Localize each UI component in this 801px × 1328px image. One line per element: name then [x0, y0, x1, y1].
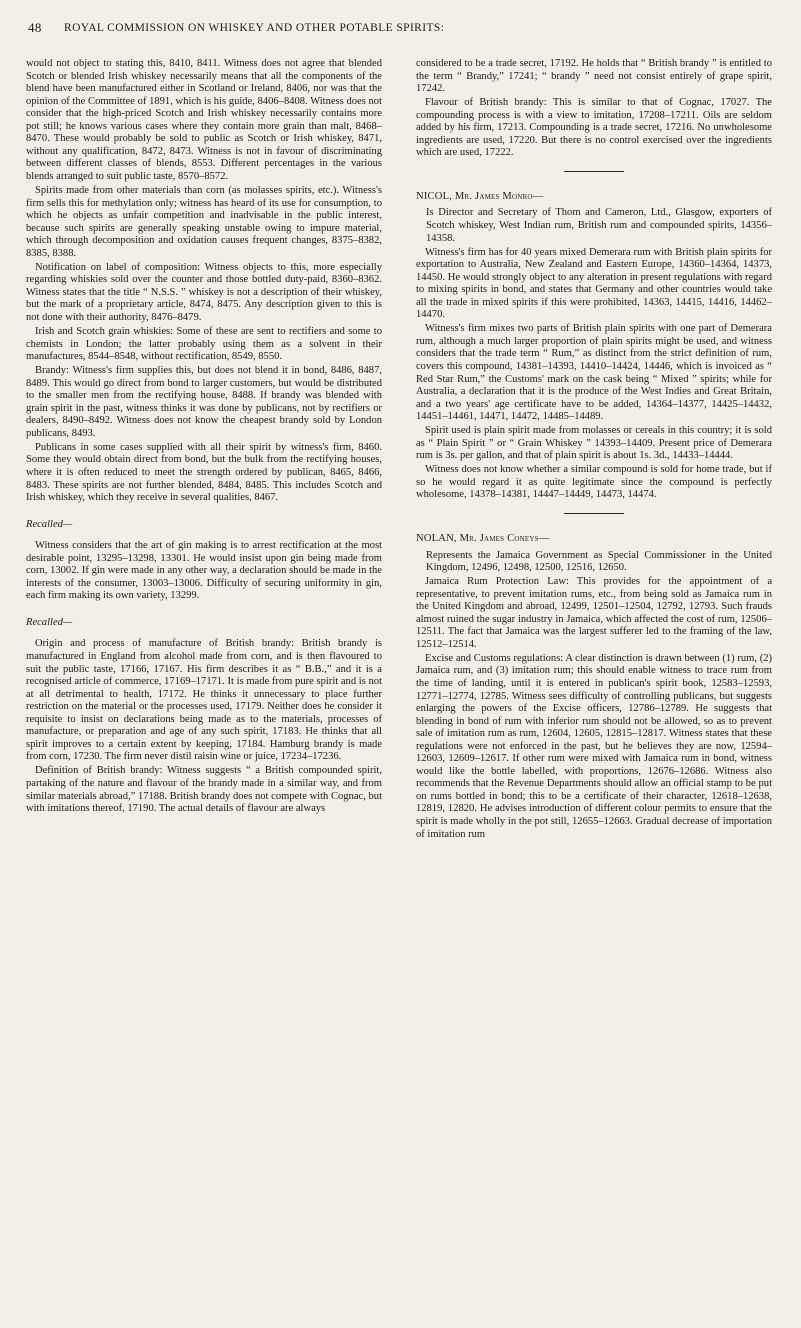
witness-heading-nolan	[416, 533, 772, 546]
witness-name: NOLAN, Mr. James Coneys—	[416, 533, 550, 544]
paragraph: Witness considers that the art of gin making is to arrest rectification at the most desirable point, 13295–13298, 13301. He would insist upon gin being made from corn, 13002. If gin were made in any other way, a declaration should be made in the interests of the consumer, 13003–13006. Difficulty of securing uniformity in gin, each firm making its own variety, 13299.	[26, 540, 382, 602]
section-label-recalled: Recalled—	[26, 518, 73, 530]
paragraph: Witness does not know whether a similar compound is sold for home trade, but if so he would regard it as quite legitimate since the compound is perfectly wholesome, 14378–14381, 14447–14449, 14473, 14474.	[416, 464, 772, 501]
paragraph: Spirits made from other materials than corn (as molasses spirits, etc.). Witness's firm sells this for methylation only; witness has heard of its use for consumption, to which he objects as unfair competition and inadvisable in the public interest, because such spirits are generally speaking unstable owing to impure material, which through decomposition and oxidation causes frequent changes, 8375–8382, 8385, 8388.	[26, 184, 382, 259]
witness-name: NICOL, Mr. James Monro—	[416, 190, 544, 202]
paragraph: Notification on label of composition: Witness objects to this, more especially regarding whiskies sold over the counter and those bottled duty-paid, 8360–8362. Witness states that the title “ N.S.S. ” whiskey is not a description of their whiskey, but the mark of a proprietary article, 8474, 8475. Any description given to this is not done with their authority, 8476–8479.	[26, 261, 382, 323]
left-column	[26, 58, 382, 817]
section-divider	[564, 513, 624, 514]
paragraph: Jamaica Rum Protection Law: This provides for the appointment of a representative, to prevent imitation rums, etc., from being sold as Jamaica rum in the United Kingdom and abroad, 12499, 12501–12504, 12792, 12793. Such frauds almost ruined the sugar industry in Jamaica, which affected the cost of rum, 12506–12511. The fact that Jamaica was the largest sufferer led to the framing of the law, 12512–12514.	[416, 576, 772, 650]
right-column	[416, 58, 772, 843]
paragraph: Witness's firm mixes two parts of British plain spirits with one part of Demerara rum, although a much larger proportion of plain spirits might be used, and witness considers that the trade term “ Rum,” as distinct from the strict definition of rum, covers this compound, 14381–14393, 14410–14424, 14446, which is invoiced as “ Red Star Rum,” the Customs' mark on the cask being “ Mixed ” spirits; while for Australia, a declaration that it is the produce of the West Indies and Great Britain, and a two years' age certificate have to be added, 14364–14377, 14425–14432, 14451–14461, 14471, 14472, 14485–14489.	[416, 323, 772, 423]
section-label-recalled: Recalled—	[26, 616, 73, 628]
paragraph: Brandy: Witness's firm supplies this, but does not blend it in bond, 8486, 8487, 8489. This would go direct from bond to larger customers, but would be distributed to the smaller men from the rectifying house, 8488. If brandy was blended with grain spirit in the past, witness thinks it was done by publicans, not by rectifiers or dealers, 8490–8492. Witness does not know the cheapest brandy sold by London publicans, 8493.	[26, 365, 382, 439]
paragraph: would not object to stating this, 8410, 8411. Witness does not agree that blended Scotch or blended Irish whiskey necessarily means that all the components of the blend have been manufactured either in Scotland or Ireland, 8406, nor was that the opinion of the Committee of 1891, which is his guide, 8406–8408. Witness does not consider that the high-priced Scotch and Irish whiskey necessarily contains more pot still; he knows various cases where they contain more grain than malt, 8468–8470. These would probably be sold to public as Scotch or Irish whiskey, 8471, without any qualification, 8472, 8473. Witness is not in favour of discriminating between different classes of blends, 8553. Different percentages in the various blends arranged to suit public taste, 8570–8572.	[26, 58, 382, 182]
paragraph: Represents the Jamaica Government as Special Commissioner in the United Kingdom, 12496, 12498, 12500, 12516, 12650.	[426, 549, 772, 574]
paragraph: Flavour of British brandy: This is similar to that of Cognac, 17027. The compounding process is with a view to imitation, 17208–17211. Oils are seldom added by his firm, 17213. Compounding is a trade secret, 17216. No unwholesome ingredients are used, 17220. But there is no control exercised over the ingredients which are used, 17222.	[416, 97, 772, 159]
paragraph: Definition of British brandy: Witness suggests “ a British compounded spirit, partaking of the nature and flavour of the brandy made in a similar way, and from similar materials abroad,” 17188. British brandy does not compete with Cognac, but with imitations thereof, 17190. The actual details of flavour are always	[26, 765, 382, 815]
paragraph: considered to be a trade secret, 17192. He holds that “ British brandy ” is entitled to the term “ Brandy,” 17241; “ brandy ” need not consist entirely of grape spirit, 17242.	[416, 58, 772, 95]
section-divider	[564, 171, 624, 172]
witness-heading-nicol	[416, 191, 772, 204]
page-header	[24, 20, 784, 40]
paragraph: Is Director and Secretary of Thom and Cameron, Ltd., Glasgow, exporters of Scotch whiskey, West Indian rum, British rum and compounded spirits, 14356–14358.	[426, 207, 772, 244]
witness-intro	[416, 550, 772, 575]
paragraph: Origin and process of manufacture of British brandy: British brandy is manufactured in England from alcohol made from corn, and is then flavoured to suit the public taste, 17166, 17167. His firm describes it as “ B.B.,” and it is a recognised article of commerce, 17169–17171. It is made from pure spirit and is not at all detrimental to health, 17172. He thinks it unnecessary to place further restriction on the material or the processes used, 17179. Neither does he consider it requisite to insist on declarations being made as to the materials, processes of manufacture, or preparation and age of any such spirit, 17183. He thinks that all spirit improves to a certain extent by keeping, 17184. Hamburg brandy is made from corn, 17230. The firm never distil raisin wine or juice, 17234–17236.	[26, 638, 382, 763]
witness-intro	[416, 207, 772, 245]
paragraph: Excise and Customs regulations: A clear distinction is drawn between (1) rum, (2) Jamaica rum, and (3) imitation rum; this should enable witness to trace rum from the time of landing, until it is entered in publican's spirit book, 12583–12593, 12771–12774, 12785. Witness sees difficulty of controlling publicans, but suggests enlarging the powers of the Excise officers, 12786–12789. He suggests that blending in bond of rum with inferior rum should not be allowed, so as to prevent sale of imitation rum as rum, 12604, 12605, 12815–12817. Witness states that these regulations were not enforced in the past, but he believes they are now, 12594–12603, 12609–12617. If other rum were mixed with Jamaica rum in bond, witness would like the bottle labelled, with proportions, 12676–12686. Witness also recommends that the Revenue Departments should allow an official stamp to be put on rums bottled in bond; this to be a certificate of their character, 12618–12638, 12819, 12820. He advises introduction of different colour permits to ensure that the spirit is made wholly in the pot still, 12655–12663. Gradual decrease of importation of imitation rum	[416, 652, 772, 840]
paragraph: Spirit used is plain spirit made from molasses or cereals in this country; it is sold as “ Plain Spirit ” or “ Grain Whiskey ” 14393–14409. Present price of Demerara rum is 3s. per gallon, and that of plain spirit is about 1s. 3d., 14433–14444.	[416, 425, 772, 462]
paragraph: Irish and Scotch grain whiskies: Some of these are sent to rectifiers and some to chemists in London; the latter probably using them as a solvent in their manufactures, 8544–8548, without rectification, 8549, 8550.	[26, 325, 382, 363]
running-head: ROYAL COMMISSION ON WHISKEY AND OTHER POTABLE SPIRITS:	[64, 22, 445, 34]
paragraph: Witness's firm has for 40 years mixed Demerara rum with British plain spirits for exportation to Australia, New Zealand and Eastern Europe, 14360–14364, 14373, 14450. He would strongly object to any alteration in present regulations with regard to mixing spirits in bond, and states that Germany and other countries would take all the trade in mixed spirits if this were prohibited, 14363, 14415, 14416, 14462–14470.	[416, 246, 772, 321]
paragraph: Publicans in some cases supplied with all their spirit by witness's firm, 8460. Some they would obtain direct from bond, but the bulk from the rectifying houses, where it is often reduced to meet the strength ordered by publican, 8465, 8466, 8483. These spirits are not further blended, 8484, 8485. This includes Scotch and Irish whiskey, which they receive in several qualities, 8467.	[26, 441, 382, 504]
page-number: 48	[28, 20, 42, 35]
